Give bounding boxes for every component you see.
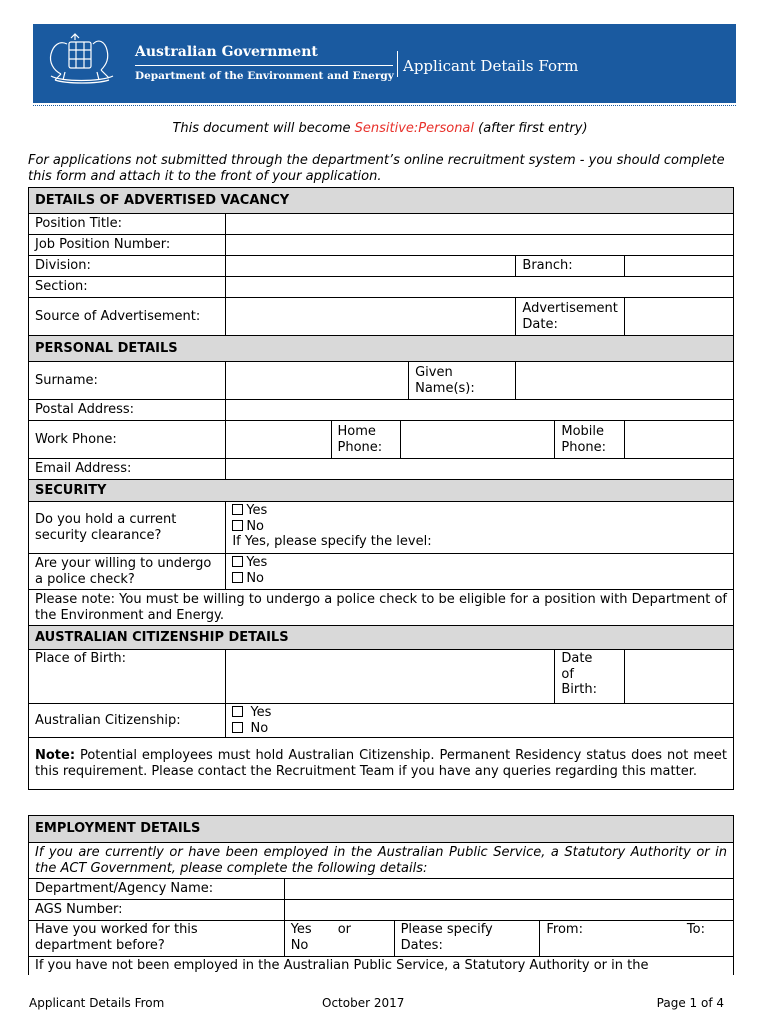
postal-address-field[interactable] [226, 400, 734, 421]
position-title-field[interactable] [226, 214, 734, 235]
job-position-number-field[interactable] [226, 235, 734, 256]
to-label: To: [686, 922, 705, 937]
from-label: From: [546, 922, 583, 937]
postal-address-label: Postal Address: [29, 400, 226, 421]
header-dotted-rule [33, 105, 736, 106]
footer-date: October 2017 [322, 996, 405, 1010]
agency-name-label: Department/Agency Name: [29, 879, 285, 900]
clearance-question-label: Do you hold a current security clearance? [29, 502, 226, 554]
police-check-no-option[interactable]: No [232, 571, 727, 587]
work-phone-label: Work Phone: [29, 421, 226, 459]
police-check-yes-option[interactable]: Yes [232, 555, 727, 571]
checkbox-icon[interactable] [232, 520, 243, 531]
clearance-no-option[interactable]: No [232, 519, 727, 535]
form-title: Applicant Details Form [403, 57, 579, 75]
worked-before-or: or [337, 922, 352, 937]
employment-heading: EMPLOYMENT DETAILS [29, 816, 734, 843]
police-check-answer-cell [226, 554, 734, 590]
personal-heading: PERSONAL DETAILS [29, 336, 734, 362]
given-names-field[interactable] [516, 362, 734, 400]
clearance-yes-option[interactable]: Yes [232, 503, 727, 519]
checkbox-icon[interactable] [232, 722, 243, 733]
advertisement-date-label: Advertisement Date: [516, 298, 624, 336]
date-of-birth-label: Date of Birth: [555, 650, 624, 704]
citizenship-answer-cell [226, 704, 734, 738]
australian-citizenship-label: Australian Citizenship: [29, 704, 226, 738]
worked-before-options [284, 921, 394, 957]
division-field[interactable] [226, 256, 516, 277]
footer-form-name: Applicant Details From [29, 996, 165, 1010]
footer-page-number: Page 1 of 4 [656, 996, 724, 1010]
mobile-phone-field[interactable] [624, 421, 733, 459]
police-check-question-label: Are your willing to undergo a police check? [29, 554, 226, 590]
checkbox-icon[interactable] [232, 706, 243, 717]
classification-notice: This document will become Sensitive:Personal (after first entry) [172, 121, 588, 136]
work-phone-field[interactable] [226, 421, 331, 459]
checkbox-icon[interactable] [232, 556, 243, 567]
government-name: Australian Government [135, 44, 318, 60]
intro-text: For applications not submitted through the department’s online recruitment system - you should complete this form and attach it to the front of your application. [28, 153, 725, 184]
job-position-number-label: Job Position Number: [29, 235, 226, 256]
division-label: Division: [29, 256, 226, 277]
worked-before-yes[interactable]: Yes [290, 922, 312, 937]
clearance-level-label: If Yes, please specify the level: [232, 534, 432, 549]
classification-label: Sensitive:Personal [354, 121, 475, 136]
header-banner [33, 24, 736, 103]
advertisement-date-field[interactable] [624, 298, 733, 336]
mobile-phone-label: Mobile Phone: [555, 421, 624, 459]
police-check-note: Please note: You must be willing to undergo a police check to be eligible for a position with Department of the Environment and Energy. [29, 590, 734, 626]
surname-label: Surname: [29, 362, 226, 400]
banner-separator [397, 51, 398, 77]
not-employed-note: If you have not been employed in the Australian Public Service, a Statutory Authority or in the [29, 957, 734, 975]
worked-before-no[interactable]: No [290, 937, 309, 953]
date-range-cell[interactable] [540, 921, 734, 957]
home-phone-field[interactable] [401, 421, 555, 459]
department-name: Department of the Environment and Energy [135, 70, 394, 82]
ags-number-field[interactable] [284, 900, 733, 921]
branch-label: Branch: [516, 256, 624, 277]
given-names-label: Given Name(s): [409, 362, 516, 400]
main-form-table [28, 187, 734, 790]
employment-intro: If you are currently or have been employed in the Australian Public Service, a Statutory Authority or in the ACT Government, please complete the following details: [29, 843, 734, 879]
citizenship-no-option[interactable]: No [232, 721, 727, 737]
clearance-answer-cell [226, 502, 734, 554]
branch-field[interactable] [624, 256, 733, 277]
vacancy-heading: DETAILS OF ADVERTISED VACANCY [29, 188, 734, 214]
coat-of-arms-icon [41, 30, 121, 86]
home-phone-label: Home Phone: [331, 421, 401, 459]
section-field[interactable] [226, 277, 734, 298]
email-address-label: Email Address: [29, 459, 226, 480]
position-title-label: Position Title: [29, 214, 226, 235]
security-heading: SECURITY [29, 480, 734, 502]
worked-before-label: Have you worked for this department before? [29, 921, 285, 957]
section-label: Section: [29, 277, 226, 298]
citizenship-yes-option[interactable]: Yes [232, 705, 727, 721]
date-of-birth-field[interactable] [624, 650, 733, 704]
checkbox-icon[interactable] [232, 572, 243, 583]
place-of-birth-label: Place of Birth: [29, 650, 226, 704]
banner-divider [135, 65, 393, 66]
place-of-birth-field[interactable] [226, 650, 555, 704]
ags-number-label: AGS Number: [29, 900, 285, 921]
source-of-advertisement-label: Source of Advertisement: [29, 298, 226, 336]
employment-table [28, 815, 734, 975]
checkbox-icon[interactable] [232, 504, 243, 515]
agency-name-field[interactable] [284, 879, 733, 900]
specify-dates-label: Please specify Dates: [394, 921, 540, 957]
surname-field[interactable] [226, 362, 409, 400]
citizenship-note: Note: Potential employees must hold Australian Citizenship. Permanent Residency status does not meet this requirement. Please contact the Recruitment Team if you have any queries regarding this matter. [29, 738, 734, 790]
citizenship-heading: AUSTRALIAN CITIZENSHIP DETAILS [29, 626, 734, 650]
email-address-field[interactable] [226, 459, 734, 480]
source-of-advertisement-field[interactable] [226, 298, 516, 336]
citizenship-note-label: Note: [35, 748, 76, 763]
